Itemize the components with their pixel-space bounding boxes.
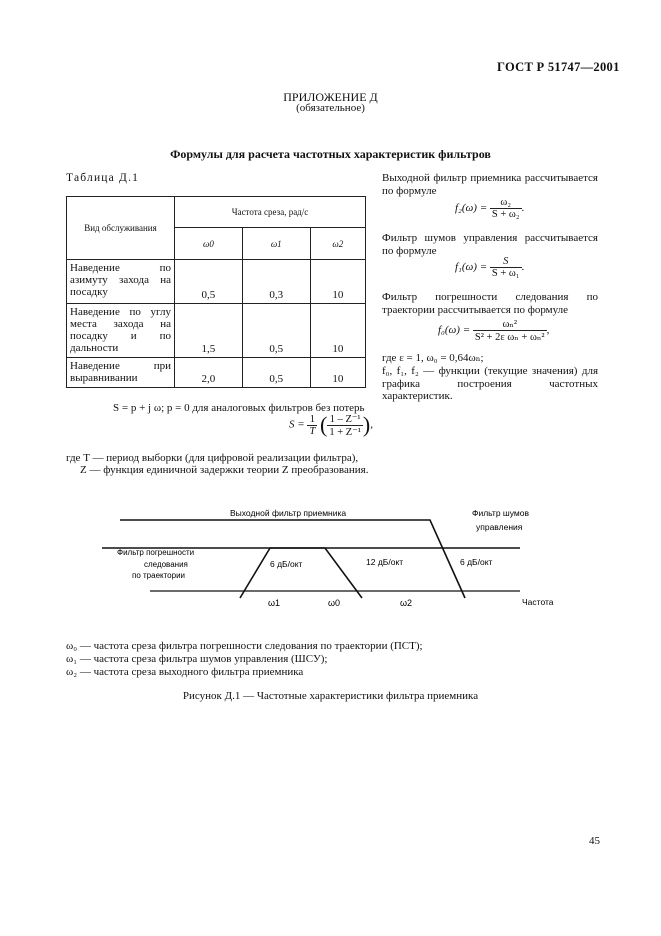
section-title: Формулы для расчета частотных характеристик фильтров	[170, 147, 491, 161]
cell-w2: 10	[310, 260, 365, 304]
numerator: ωₙ²	[473, 318, 547, 331]
table-row	[67, 260, 366, 304]
cell-w2: 10	[310, 304, 365, 358]
tick-w2: ω2	[400, 598, 413, 608]
denominator: S + ω₁	[491, 268, 520, 279]
label-noise-filter-2: управления	[476, 522, 523, 532]
fraction-f1	[490, 256, 522, 279]
numerator: S	[490, 256, 522, 268]
numerator: 1 – Z⁻¹	[327, 413, 363, 426]
label-path-filter-1: Фильтр погрешности	[117, 548, 195, 557]
cell-w0: 2,0	[175, 358, 243, 388]
cell-w1: 0,5	[242, 358, 310, 388]
label-path-filter-3: по траектории	[132, 571, 186, 580]
tick-w1: ω1	[268, 598, 281, 608]
legend-w0: ω₀ — частота среза фильтра погрешности следования по траектории (ПСТ);	[66, 640, 423, 652]
slope-label-middle: 12 дБ/окт	[366, 557, 404, 567]
numerator: ω₂	[490, 197, 522, 209]
frequency-response-diagram	[90, 500, 570, 620]
paragraph-noise-filter: Фильтр шумов управления рассчитывается по формуле	[382, 232, 598, 257]
cell-w1: 0,3	[242, 260, 310, 304]
col-header-cutoff-frequency: Частота среза, рад/с	[175, 197, 366, 228]
tick-w0: ω0	[328, 598, 341, 608]
fraction-f2	[490, 197, 522, 220]
appendix-title: ПРИЛОЖЕНИЕ Д	[283, 90, 378, 104]
fraction-z	[327, 413, 363, 438]
where-T: где T — период выборки (для цифровой реализации фильтра),	[66, 452, 359, 464]
axis-label-frequency: Частота	[522, 597, 554, 607]
fraction-1-over-T	[307, 414, 317, 437]
where-f-functions: f₀, f₁, f₂ — функции (текущие значения) для графика построения частотных характеристик.	[382, 365, 598, 402]
denominator: S + ω₂	[491, 209, 520, 220]
subheader-w0: ω0	[175, 228, 243, 260]
formula-f2: f₂(ω) = $\frac{\text{ω₂}}{\text{S + ω₂}}$ .	[455, 197, 525, 220]
legend-w1: ω₁ — частота среза фильтра шумов управления (ШСУ);	[66, 653, 328, 665]
figure-caption: Рисунок Д.1 — Частотные характеристики фильтра приемника	[182, 690, 479, 702]
label-output-filter: Выходной фильтр приемника	[230, 508, 347, 518]
formula-f1: f₁(ω) = $\frac{S}{\text{S + ω₁}}$ .	[455, 256, 525, 279]
row-label: Наведение по углу места захода на посадку и по дальности	[67, 304, 175, 358]
fraction-f0	[473, 318, 547, 343]
subheader-w1: ω1	[242, 228, 310, 260]
row-label: Наведение при выравнивании	[67, 358, 175, 388]
where-epsilon: где ε = 1, ω₀ = 0,64ωₙ;	[382, 352, 484, 364]
table-row	[67, 358, 366, 388]
denominator: 1 + Z⁻¹	[329, 426, 361, 438]
formula-f2-lhs: f₂(ω) =	[455, 202, 488, 215]
s-formula-lhs: S =	[289, 418, 305, 431]
formula-f0: f₀(ω) = $\frac{\text{ωₙ²}}{\text{S² + 2ε ωₙ + ωₙ²}}$ ,	[438, 319, 550, 343]
col-header-service-type: Вид обслуживания	[67, 197, 175, 260]
page-number: 45	[589, 835, 600, 847]
cell-w2: 10	[310, 358, 365, 388]
cell-w0: 1,5	[175, 304, 243, 358]
denominator: T	[309, 425, 316, 437]
formula-f1-lhs: f₁(ω) =	[455, 261, 488, 274]
s-definition: S = p + j ω; p = 0 для аналоговых фильтров без потерь	[113, 402, 365, 414]
formula-f0-lhs: f₀(ω) =	[438, 324, 471, 337]
slope-label-right: 6 дБ/окт	[460, 557, 493, 567]
appendix-subtitle: (обязательное)	[296, 102, 365, 114]
numerator: 1	[307, 414, 317, 426]
s-formula: S = $\frac{1}{T}$ ( $\frac{\text{1 – Z⁻¹}}{\text{1 + Z⁻¹}}$ ),	[289, 412, 373, 438]
cell-w1: 0,5	[242, 304, 310, 358]
legend-w2: ω₂ — частота среза выходного фильтра приемника	[66, 666, 304, 678]
denominator: S² + 2ε ωₙ + ωₙ²	[474, 332, 545, 343]
label-noise-filter-1: Фильтр шумов	[472, 508, 529, 518]
document-code: ГОСТ Р 51747—2001	[497, 60, 620, 74]
table-row	[67, 304, 366, 358]
paragraph-path-error-filter: Фильтр погрешности следования по траектории рассчитывается по формуле	[382, 291, 598, 316]
paragraph-output-filter: Выходной фильтр приемника рассчитывается по формуле	[382, 172, 598, 197]
label-path-filter-2: следования	[144, 560, 188, 569]
cell-w0: 0,5	[175, 260, 243, 304]
cutoff-frequency-table	[66, 196, 366, 388]
slope-label-left: 6 дБ/окт	[270, 559, 303, 569]
where-Z: Z — функция единичной задержки теории Z преобразования.	[80, 464, 369, 476]
row-label: Наведение по азимуту захода на посадку	[67, 260, 175, 304]
table-caption: Таблица Д.1	[66, 172, 140, 184]
subheader-w2: ω2	[310, 228, 365, 260]
